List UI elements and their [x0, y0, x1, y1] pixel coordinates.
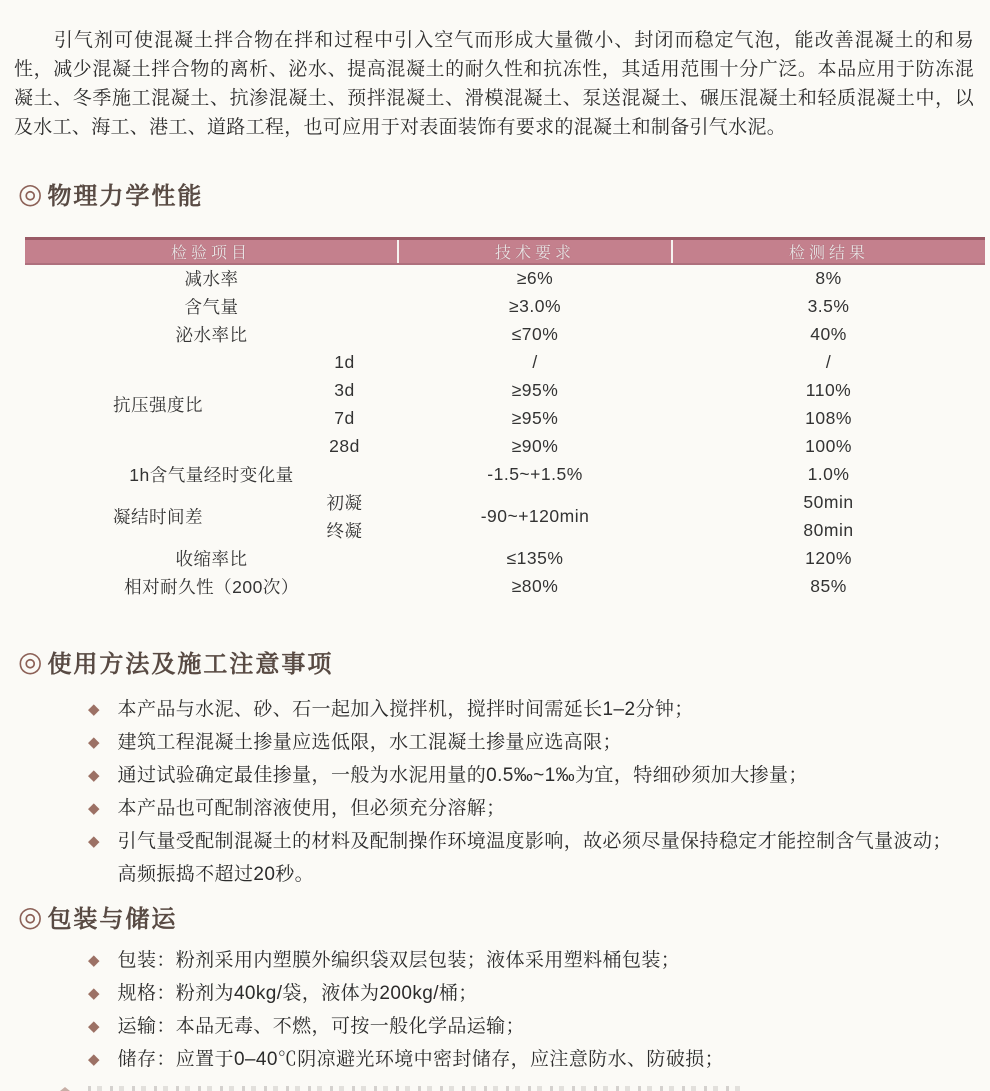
cutoff-text-remnant: [88, 1086, 748, 1091]
list-item-text: [118, 831, 952, 885]
req-cell: ≥90%: [511, 435, 559, 456]
req-cell: ≤135%: [506, 547, 564, 568]
result-cell: 108%: [805, 407, 852, 428]
diamond-bullet-icon: ◆: [88, 734, 100, 751]
sub-item-cell: 7d: [334, 407, 355, 428]
list-item: [88, 983, 970, 1004]
diamond-bullet-icon: ◆: [88, 800, 100, 817]
table-row: [25, 292, 985, 320]
diamond-bullet-icon: ◆: [88, 767, 100, 784]
list-item-text: 建筑工程混凝土掺量应选低限，水工混凝土掺量应选高限；: [117, 732, 622, 753]
section-title: 包装与储运: [47, 906, 178, 933]
result-cell: 1.0%: [807, 463, 850, 484]
result-cell: 8%: [815, 268, 842, 288]
req-cell: ≥95%: [511, 407, 559, 428]
item-cell: 减水率: [184, 269, 239, 289]
double-circle-icon: ◎: [18, 645, 43, 677]
list-item-text: 本产品也可配制溶液使用，但必须充分溶解；: [117, 798, 506, 819]
column-header-item: 检验项目: [25, 239, 398, 265]
diamond-bullet-icon: ◆: [88, 833, 100, 850]
diamond-bullet-icon: ◆: [88, 701, 100, 718]
group-cell: 凝结时间差: [113, 506, 203, 527]
table-row: [25, 264, 985, 292]
list-item: [88, 765, 970, 786]
section-title: 使用方法及施工注意事项: [47, 651, 334, 678]
table-row: [25, 488, 985, 516]
result-cell: 80min: [803, 519, 854, 540]
table-row: [25, 572, 985, 600]
req-cell: ≥6%: [516, 268, 554, 288]
group-cell: 抗压强度比: [113, 394, 203, 415]
item-cell: 相对耐久性（200次）: [124, 576, 299, 597]
list-item-text: 储存：应置于0–40℃阴凉避光环境中密封储存，应注意防水、防破损；: [117, 1049, 725, 1070]
list-item: [88, 1049, 970, 1070]
packaging-list: [0, 950, 990, 1070]
item-cell: 1h含气量经时变化量: [129, 464, 294, 485]
list-item: [88, 1016, 970, 1037]
result-cell: 120%: [805, 547, 852, 568]
list-item: [88, 950, 970, 971]
list-item-text: 通过试验确定最佳掺量，一般为水泥用量的0.5‰~1‰为宜，特细砂须加大掺量；: [117, 765, 808, 786]
column-header-result: 检测结果: [672, 239, 985, 265]
performance-table: [25, 237, 985, 600]
list-item: [88, 798, 970, 819]
list-item-text: 运输：本品无毒、不燃，可按一般化学品运输；: [117, 1016, 525, 1037]
double-circle-icon: ◎: [18, 177, 43, 209]
sub-item-cell: 3d: [334, 379, 355, 400]
cutoff-bullet-remnant: [60, 1087, 70, 1091]
diamond-bullet-icon: ◆: [88, 1018, 100, 1035]
column-header-req: 技术要求: [398, 239, 672, 265]
sub-item-cell: 终凝: [326, 520, 363, 541]
sub-item-cell: 初凝: [326, 492, 363, 513]
table-row: [25, 320, 985, 348]
result-cell: /: [825, 351, 832, 372]
list-item-text: 包装：粉剂采用内塑膜外编织袋双层包装；液体采用塑料桶包装；: [117, 950, 681, 971]
table-header-row: [25, 239, 985, 265]
item-cell: 收缩率比: [175, 548, 248, 569]
section-heading-physical: [18, 176, 990, 211]
double-circle-icon: ◎: [18, 900, 43, 932]
list-item-text: 本产品与水泥、砂、石一起加入搅拌机，搅拌时间需延长1–2分钟；: [117, 699, 694, 720]
result-cell: 50min: [803, 491, 854, 512]
section-title: 物理力学性能: [47, 183, 204, 210]
intro-paragraph: 引气剂可使混凝土拌合物在拌和过程中引入空气而形成大量微小、封闭而稳定气泡，能改善混凝土的和易性，减少混凝土拌合物的离析、泌水、提高混凝土的耐久性和抗冻性，其适用范围十分广泛。本品应用于防冻混凝土、冬季施工混凝土、抗渗混凝土、预拌混凝土、滑模混凝土、泵送混凝土、碾压混凝土和轻质混凝土中，以及水工、海工、港工、道路工程，也可应用于对表面装饰有要求的混凝土和制备引气水泥。: [14, 30, 974, 138]
list-item-line1: 引气量受配制混凝土的材料及配制操作环境温度影响，故必须尽量保持稳定才能控制含气量波动；: [117, 831, 952, 852]
list-item: [88, 732, 970, 753]
list-item-line2: 高频振捣不超过20秒。: [117, 864, 315, 885]
table-row: [25, 348, 985, 376]
item-cell: 泌水率比: [175, 324, 248, 345]
list-item: [88, 831, 970, 885]
list-item: [88, 699, 970, 720]
result-cell: 85%: [810, 575, 847, 596]
req-cell: ≥95%: [511, 379, 559, 400]
req-cell: -90~+120min: [480, 505, 590, 526]
result-cell: 40%: [810, 323, 847, 344]
result-cell: 3.5%: [807, 295, 850, 316]
section-heading-usage: [18, 644, 990, 679]
result-cell: 100%: [805, 435, 852, 456]
req-cell: ≥80%: [511, 575, 559, 596]
req-cell: ≥3.0%: [509, 295, 562, 316]
diamond-bullet-icon: ◆: [88, 985, 100, 1002]
req-cell: ≤70%: [511, 323, 559, 344]
sub-item-cell: 28d: [329, 435, 360, 456]
item-cell: 含气量: [184, 296, 239, 317]
diamond-bullet-icon: ◆: [88, 952, 100, 969]
section-heading-packaging: [18, 899, 990, 934]
list-item-text: 规格：粉剂为40kg/袋，液体为200kg/桶；: [117, 983, 478, 1004]
product-datasheet-page: [0, 26, 990, 1091]
result-cell: 110%: [805, 379, 852, 400]
req-cell: /: [532, 351, 538, 372]
table-row: [25, 460, 985, 488]
diamond-bullet-icon: ◆: [88, 1051, 100, 1068]
usage-list: [0, 699, 990, 885]
req-cell: -1.5~+1.5%: [487, 463, 583, 484]
table-row: [25, 544, 985, 572]
sub-item-cell: 1d: [334, 351, 355, 372]
